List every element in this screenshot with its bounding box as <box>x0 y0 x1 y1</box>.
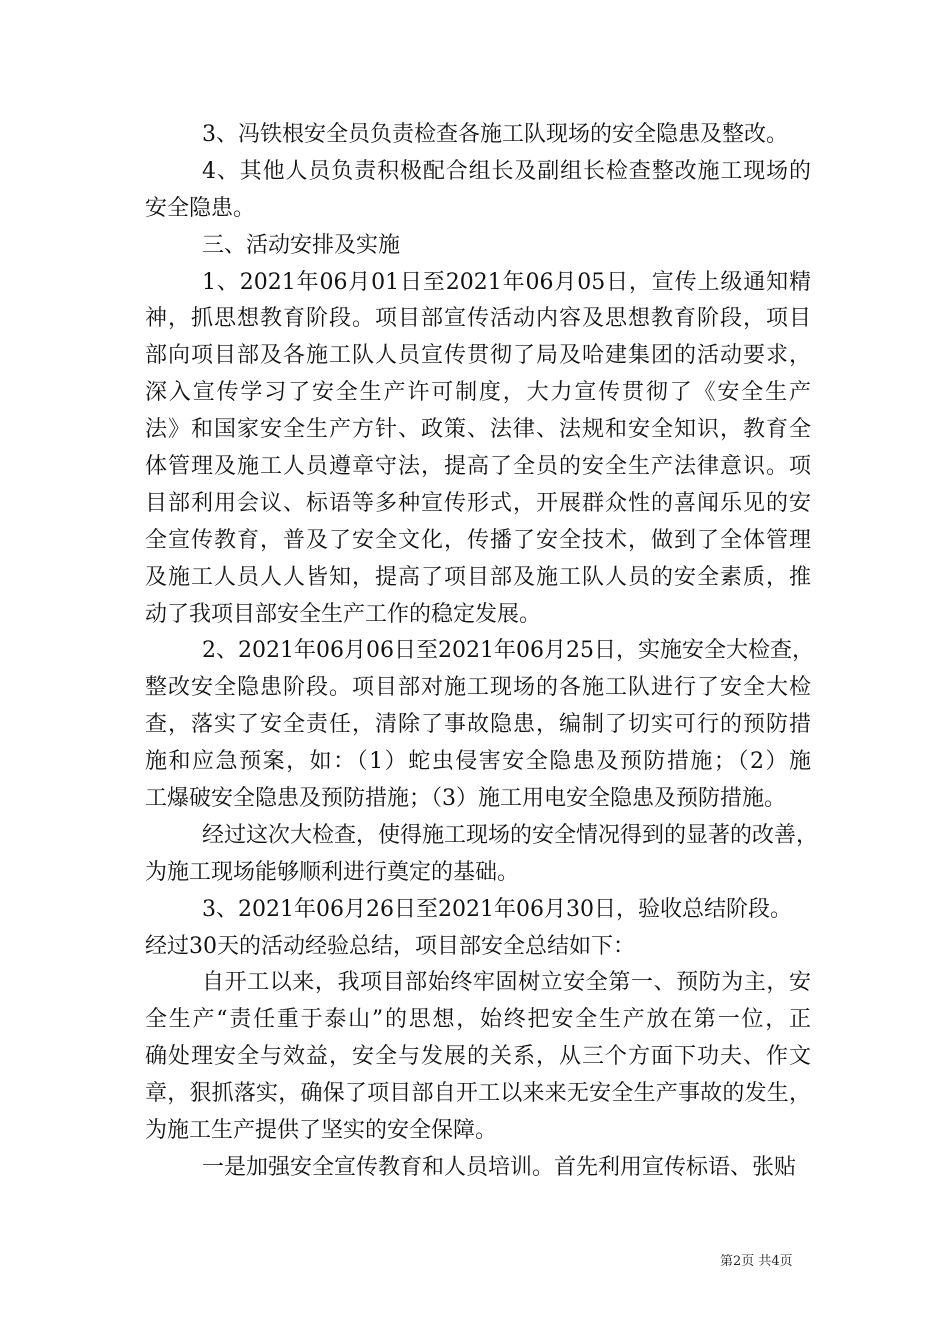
page-number: 第2页 共4页 <box>720 1254 793 1269</box>
text-line: 经过30天的活动经验总结，项目部安全总结如下： <box>145 933 635 959</box>
text-line: 全宣传教育，普及了安全文化，传播了安全技术，做到了全体管理 <box>145 527 811 553</box>
text-line: 施和应急预案，如：（1）蛇虫侵害安全隐患及预防措施；（2）施 <box>145 749 811 775</box>
text-line: 3、2021年06月26日至2021年06月30日，验收总结阶段。 <box>202 896 792 922</box>
text-line: 三、活动安排及实施 <box>202 232 401 258</box>
text-line: 3、冯铁根安全员负责检查各施工队现场的安全隐患及整改。 <box>202 122 788 147</box>
text-line: 为施工现场能够顺利进行奠定的基础。 <box>145 859 520 885</box>
text-line: 安全隐患。 <box>145 195 256 221</box>
text-line: 及施工人员人人皆知，提高了项目部及施工队人员的安全素质，推 <box>145 564 811 590</box>
text-line: 整改安全隐患阶段。项目部对施工现场的各施工队进行了安全大检 <box>145 675 811 701</box>
text-line: 动了我项目部安全生产工作的稳定发展。 <box>145 601 542 627</box>
text-line: 确处理安全与效益，安全与发展的关系，从三个方面下功夫、作文 <box>145 1044 811 1070</box>
text-line: 1、2021年06月01日至2021年06月05日，宣传上级通知精 <box>202 269 811 295</box>
text-line: 全生产“责任重于泰山”的思想，始终把安全生产放在第一位，正 <box>145 1007 811 1033</box>
text-line: 查，落实了安全责任，清除了事故隐患，编制了切实可行的预防措 <box>145 712 811 738</box>
text-line: 神，抓思想教育阶段。项目部宣传活动内容及思想教育阶段，项目 <box>145 306 811 332</box>
text-line: 经过这次大检查，使得施工现场的安全情况得到的显著的改善， <box>202 822 819 848</box>
text-line: 工爆破安全隐患及预防措施；（3）施工用电安全隐患及预防措施。 <box>145 786 786 812</box>
text-line: 体管理及施工人员遵章守法，提高了全员的安全生产法律意识。项 <box>145 454 811 480</box>
text-line: 法》和国家安全生产方针、政策、法律、法规和安全知识，教育全 <box>145 417 811 443</box>
document-body <box>145 117 819 1187</box>
text-line: 深入宣传学习了安全生产许可制度，大力宣传贯彻了《安全生产 <box>145 380 811 406</box>
text-line: 4、其他人员负责积极配合组长及副组长检查整改施工现场的 <box>202 158 811 184</box>
text-line: 为施工生产提供了坚实的安全保障。 <box>145 1118 498 1144</box>
text-line: 章，狠抓落实，确保了项目部自开工以来来无安全生产事故的发生， <box>145 1081 811 1107</box>
text-line: 自开工以来，我项目部始终牢固树立安全第一、预防为主，安 <box>202 970 811 996</box>
text-line: 部向项目部及各施工队人员宣传贯彻了局及哈建集团的活动要求， <box>145 343 811 369</box>
text-line: 2、2021年06月06日至2021年06月25日，实施安全大检查， <box>202 638 814 664</box>
text-line: 目部利用会议、标语等多种宣传形式，开展群众性的喜闻乐见的安 <box>145 490 811 516</box>
text-line: 一是加强安全宣传教育和人员培训。首先利用宣传标语、张贴 <box>202 1154 797 1180</box>
